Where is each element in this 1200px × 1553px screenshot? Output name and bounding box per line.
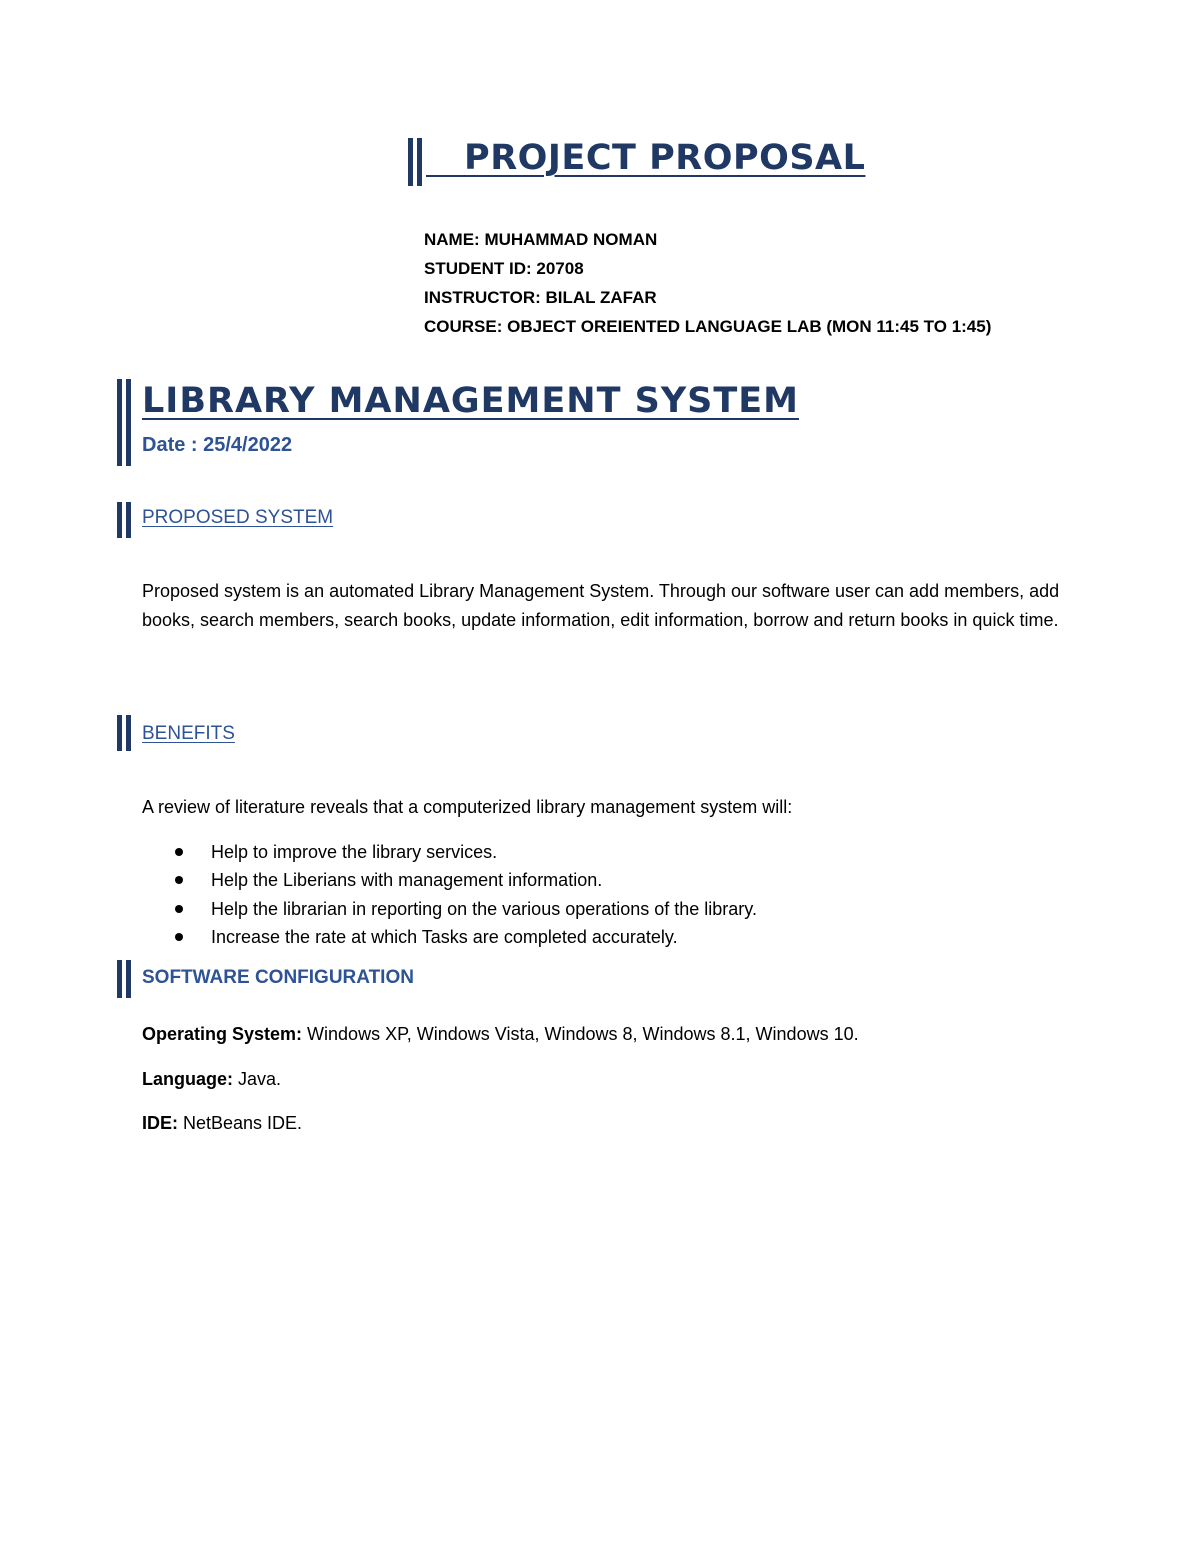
language-line (142, 1069, 281, 1090)
project-date: Date : 25/4/2022 (142, 434, 293, 456)
ide-value: NetBeans IDE. (178, 1113, 303, 1133)
project-title-bars-decoration (117, 379, 131, 466)
course: COURSE: OBJECT OREIENTED LANGUAGE LAB (MON 11:45 TO 1:45) (424, 317, 992, 336)
project-title: LIBRARY MANAGEMENT SYSTEM (142, 381, 799, 421)
os-label: Operating System: (142, 1024, 303, 1044)
os-value: Windows XP, Windows Vista, Windows 8, Windows 8.1, Windows 10. (302, 1024, 859, 1044)
title-bars-decoration (408, 138, 422, 186)
page-title: PROJECT PROPOSAL (426, 138, 866, 178)
language-label: Language: (142, 1069, 234, 1089)
proposed-system-text: Proposed system is an automated Library Management System. Through our software user can add members, add books, search members, search books, update information, edit information, borrow and return books in quick time. (142, 581, 1060, 630)
bullet-icon (175, 848, 183, 856)
software-config-bars-decoration (117, 960, 131, 998)
bullet-icon (175, 876, 183, 884)
benefits-list (175, 838, 757, 951)
bullet-icon (175, 905, 183, 913)
student-id: STUDENT ID: 20708 (424, 259, 584, 278)
list-item: Help to improve the library services. (175, 838, 757, 866)
instructor: INSTRUCTOR: BILAL ZAFAR (424, 288, 657, 307)
proposed-system-heading[interactable]: PROPOSED SYSTEM (142, 507, 334, 528)
list-item: Increase the rate at which Tasks are completed accurately. (175, 923, 757, 951)
benefits-heading[interactable]: BENEFITS (142, 723, 235, 744)
bullet-icon (175, 933, 183, 941)
list-item: Help the librarian in reporting on the various operations of the library. (175, 895, 757, 923)
software-config-heading: SOFTWARE CONFIGURATION (142, 967, 414, 988)
operating-system-line (142, 1024, 859, 1045)
language-value: Java. (233, 1069, 282, 1089)
benefits-intro: A review of literature reveals that a computerized library management system will: (142, 797, 793, 817)
student-name: NAME: MUHAMMAD NOMAN (424, 230, 658, 249)
ide-line (142, 1113, 302, 1134)
list-item: Help the Liberians with management information. (175, 866, 757, 894)
benefits-bars-decoration (117, 715, 131, 751)
ide-label: IDE: (142, 1113, 178, 1133)
proposed-system-bars-decoration (117, 502, 131, 538)
